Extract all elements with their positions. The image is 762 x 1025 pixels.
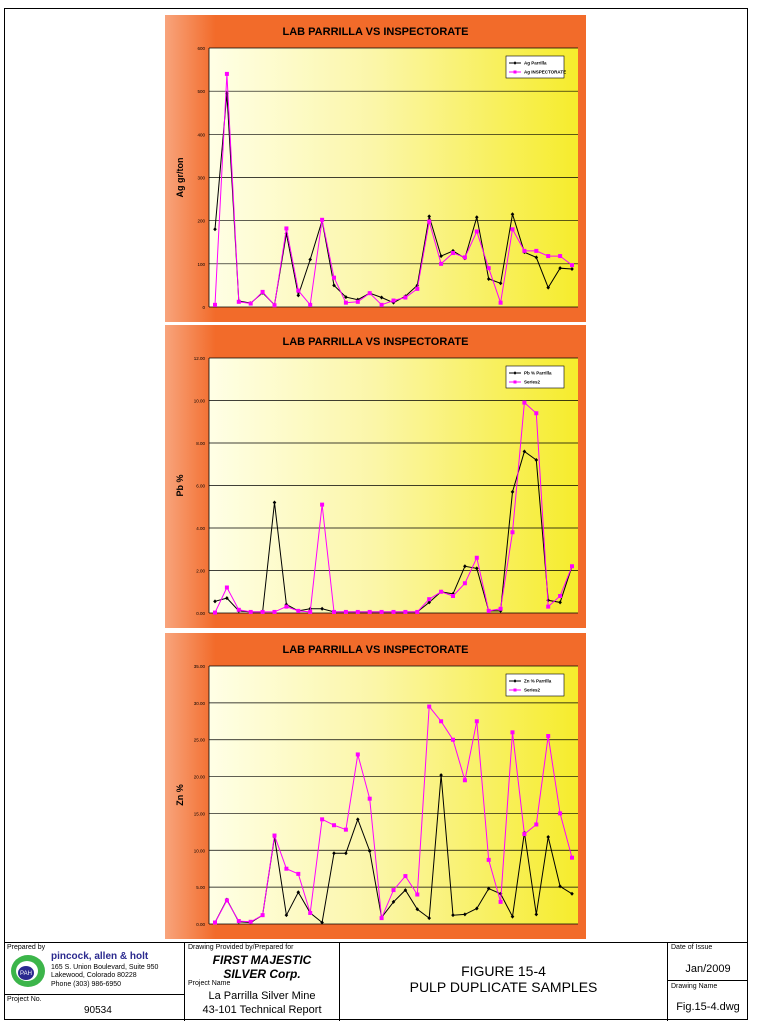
y-tick-label: 0.00 (196, 922, 205, 927)
data-point (320, 503, 324, 507)
date-cell (668, 943, 748, 981)
data-point (344, 828, 348, 832)
y-axis-label: Zn % (175, 784, 185, 806)
drawing-name-cell (668, 981, 748, 1021)
data-point (284, 605, 288, 609)
data-point (558, 254, 562, 258)
data-point (296, 289, 300, 293)
legend-entry: Series2 (524, 379, 541, 385)
chart-pb-svg (165, 325, 586, 628)
title-block (4, 942, 748, 1021)
data-point (546, 734, 550, 738)
figure-title1: FIGURE 15-4 (461, 963, 546, 979)
data-point (427, 220, 431, 224)
legend (506, 674, 564, 696)
data-point (273, 303, 277, 307)
data-point (499, 607, 503, 611)
data-point (296, 609, 300, 613)
data-point (308, 610, 312, 614)
legend-marker (514, 71, 517, 74)
chart-title: LAB PARRILLA VS INSPECTORATE (282, 26, 469, 38)
data-point (213, 303, 217, 307)
data-point (463, 778, 467, 782)
drawing-provided-label: Drawing Provided by/Prepared for (188, 944, 294, 951)
y-axis-label: Pb % (175, 474, 185, 497)
data-point (415, 287, 419, 291)
data-point (332, 276, 336, 280)
chart-pb (165, 325, 586, 628)
y-tick-label: 400 (197, 132, 205, 138)
data-point (296, 872, 300, 876)
data-point (368, 291, 372, 295)
y-tick-label: 6.00 (196, 483, 205, 489)
drawing-name-label: Drawing Name (671, 983, 718, 990)
data-point (249, 610, 253, 614)
y-tick-label: 10.00 (193, 398, 205, 404)
data-point (511, 227, 515, 231)
data-point (511, 730, 515, 734)
data-point (261, 290, 265, 294)
legend (506, 56, 567, 78)
data-point (261, 610, 265, 614)
data-point (320, 218, 324, 222)
prepared-for-cell (185, 943, 340, 1021)
data-point (380, 303, 384, 307)
data-point (344, 610, 348, 614)
data-point (558, 811, 562, 815)
legend-marker (514, 689, 517, 692)
company-phone: Phone (303) 986-6950 (51, 981, 122, 988)
y-tick-label: 35.00 (193, 664, 205, 669)
client-line2: SILVER Corp. (223, 967, 301, 981)
data-point (273, 834, 277, 838)
data-point (225, 898, 229, 902)
company-address2: Lakewood, Colorado 80228 (51, 972, 137, 979)
data-point (439, 590, 443, 594)
data-point (534, 249, 538, 253)
y-tick-label: 0 (202, 305, 205, 310)
company-logo-icon (8, 953, 48, 989)
chart-title: LAB PARRILLA VS INSPECTORATE (282, 336, 469, 348)
data-point (475, 556, 479, 560)
legend (506, 366, 564, 388)
data-point (380, 610, 384, 614)
data-point (356, 610, 360, 614)
data-point (475, 719, 479, 723)
data-point (344, 301, 348, 305)
project-name2: 43-101 Technical Report (202, 1004, 322, 1016)
data-point (534, 822, 538, 826)
data-point (427, 705, 431, 709)
y-tick-label: 300 (197, 175, 205, 181)
chart-zn-svg (165, 633, 586, 939)
data-point (284, 226, 288, 230)
y-axis-label: Ag gr/ton (175, 157, 185, 198)
y-tick-label: 8.00 (196, 441, 205, 446)
data-point (570, 263, 574, 267)
data-point (475, 229, 479, 233)
data-point (451, 251, 455, 255)
project-no-value: 90534 (84, 1005, 112, 1016)
data-point (237, 919, 241, 923)
data-point (284, 867, 288, 871)
y-tick-label: 100 (197, 261, 205, 267)
y-tick-label: 600 (197, 46, 205, 51)
data-point (320, 817, 324, 821)
y-tick-label: 25.00 (193, 737, 205, 743)
data-point (249, 920, 253, 924)
data-point (534, 411, 538, 415)
data-point (522, 401, 526, 405)
y-tick-label: 2.00 (196, 568, 205, 574)
data-point (332, 823, 336, 827)
legend-entry: Ag Parrilla (524, 60, 547, 66)
y-tick-label: 4.00 (196, 526, 205, 531)
plot-area (209, 666, 578, 924)
data-point (439, 262, 443, 266)
data-point (427, 597, 431, 601)
data-point (308, 303, 312, 307)
y-tick-label: 12.00 (193, 356, 205, 361)
project-name1: La Parrilla Silver Mine (208, 990, 316, 1002)
data-point (308, 911, 312, 915)
data-point (463, 581, 467, 585)
data-point (558, 594, 562, 598)
chart-ag-svg (165, 15, 586, 322)
legend-entry: Pb % Parrilla (524, 370, 552, 376)
data-point (332, 610, 336, 614)
logo-text: PAH (20, 971, 32, 977)
chart-ag (165, 15, 586, 322)
client-line1: FIRST MAJESTIC (212, 953, 312, 967)
chart-title: LAB PARRILLA VS INSPECTORATE (282, 644, 469, 656)
data-point (261, 913, 265, 917)
data-point (415, 610, 419, 614)
data-point (451, 594, 455, 598)
data-point (546, 605, 550, 609)
data-point (225, 72, 229, 76)
data-point (511, 530, 515, 534)
data-point (487, 609, 491, 613)
figure-title-cell (340, 943, 668, 1021)
data-point (392, 888, 396, 892)
data-point (546, 254, 550, 258)
data-point (522, 249, 526, 253)
data-point (403, 874, 407, 878)
data-point (570, 564, 574, 568)
data-point (237, 300, 241, 304)
data-point (368, 797, 372, 801)
y-tick-label: 500 (197, 89, 205, 95)
data-point (356, 300, 360, 304)
legend-entry: Ag INSPECTORATE (524, 69, 567, 75)
data-point (463, 255, 467, 259)
data-point (487, 266, 491, 270)
prepared-by-label: Prepared by (7, 944, 46, 951)
data-point (392, 610, 396, 614)
data-point (570, 856, 574, 860)
company-name: pincock, allen & holt (51, 951, 149, 962)
data-point (273, 610, 277, 614)
data-point (249, 302, 253, 306)
figure-title2: PULP DUPLICATE SAMPLES (409, 979, 598, 995)
data-point (403, 610, 407, 614)
data-point (439, 719, 443, 723)
data-point (392, 299, 396, 303)
project-name-label: Project Name (188, 980, 231, 987)
data-point (368, 610, 372, 614)
data-point (213, 611, 217, 615)
chart-zn (165, 633, 586, 939)
data-point (380, 916, 384, 920)
data-point (415, 893, 419, 897)
data-point (403, 296, 407, 300)
y-tick-label: 0.00 (196, 611, 205, 616)
y-tick-label: 30.00 (193, 700, 205, 706)
data-point (499, 301, 503, 305)
legend-entry: Series2 (524, 687, 541, 693)
data-point (356, 752, 360, 756)
legend-entry: Zn % Parrilla (524, 678, 552, 684)
y-tick-label: 5.00 (196, 885, 205, 891)
project-no-cell (4, 995, 185, 1021)
date-label: Date of Issue (671, 944, 713, 951)
drawing-name-value: Fig.15-4.dwg (676, 1001, 740, 1013)
project-no-label: Project No. (7, 996, 42, 1003)
data-point (237, 608, 241, 612)
y-tick-label: 200 (197, 218, 205, 224)
company-address1: 165 S. Union Boulevard, Suite 950 (51, 964, 159, 971)
data-point (225, 586, 229, 590)
data-point (499, 900, 503, 904)
data-point (487, 858, 491, 862)
date-value: Jan/2009 (685, 963, 731, 975)
legend-marker (514, 381, 517, 384)
data-point (213, 921, 217, 925)
y-tick-label: 20.00 (193, 774, 205, 780)
data-point (522, 832, 526, 836)
y-tick-label: 10.00 (193, 848, 205, 854)
prepared-by-cell (4, 943, 185, 995)
y-tick-label: 15.00 (193, 811, 205, 817)
data-point (451, 738, 455, 742)
